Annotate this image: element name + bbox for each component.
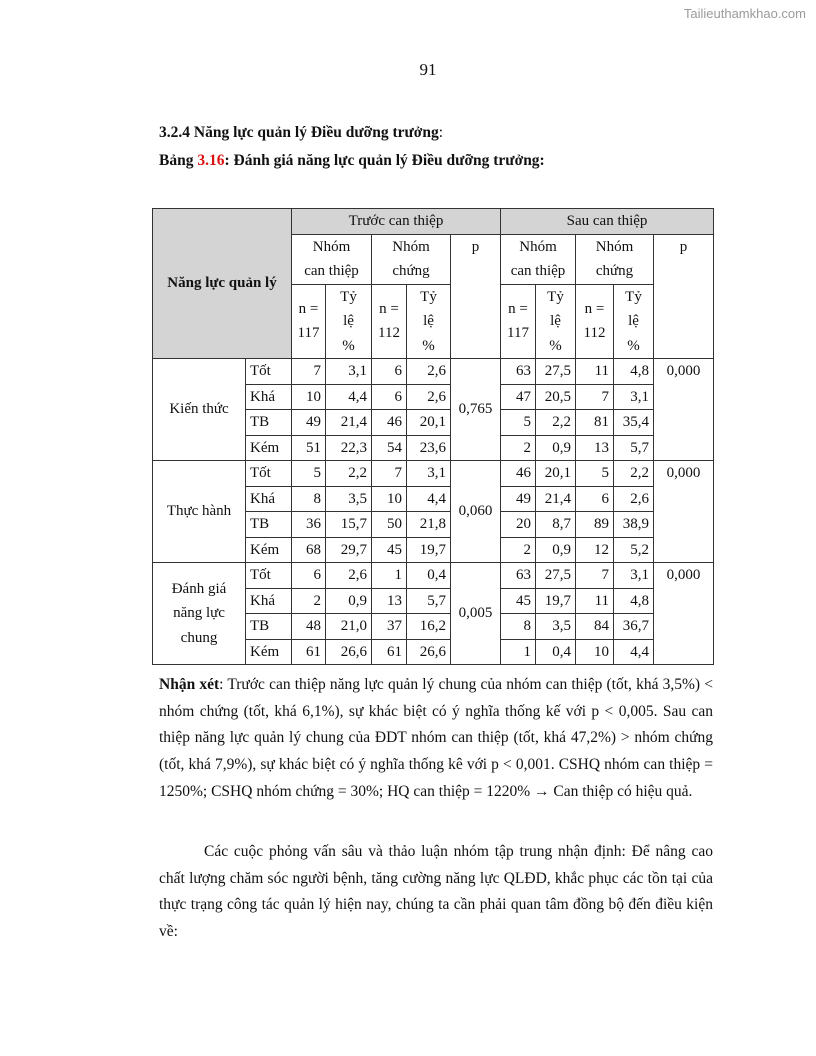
- value-cell: 6: [372, 384, 407, 410]
- value-cell: 54: [372, 435, 407, 461]
- value-cell: 3,1: [614, 384, 654, 410]
- value-cell: 10: [292, 384, 326, 410]
- value-cell: 0,9: [326, 588, 372, 614]
- value-cell: 7: [372, 461, 407, 487]
- level-cell: Khá: [246, 486, 292, 512]
- value-cell: 22,3: [326, 435, 372, 461]
- value-cell: 7: [292, 359, 326, 385]
- value-cell: 23,6: [407, 435, 451, 461]
- value-cell: 21,4: [536, 486, 576, 512]
- value-cell: 1: [372, 563, 407, 589]
- value-cell: 61: [372, 639, 407, 665]
- value-cell: 36,7: [614, 614, 654, 640]
- value-cell: 27,5: [536, 563, 576, 589]
- value-cell: 5: [501, 410, 536, 436]
- value-cell: 5: [576, 461, 614, 487]
- value-cell: 61: [292, 639, 326, 665]
- group-label: Đánh giá: [171, 580, 227, 597]
- value-cell: 1: [501, 639, 536, 665]
- pct-header: Tỷ lệ %: [614, 284, 654, 359]
- level-cell: Khá: [246, 588, 292, 614]
- level-cell: TB: [246, 512, 292, 538]
- value-cell: 21,8: [407, 512, 451, 538]
- pct-header: Tỷ lệ %: [536, 284, 576, 359]
- n-intervention-before: n = 117: [292, 284, 326, 359]
- value-cell: 2,6: [407, 359, 451, 385]
- value-cell: 3,1: [614, 563, 654, 589]
- value-cell: 5,7: [407, 588, 451, 614]
- value-cell: 2,2: [614, 461, 654, 487]
- pct-header: Tỷ lệ %: [326, 284, 372, 359]
- value-cell: 4,8: [614, 359, 654, 385]
- page-number: 91: [419, 60, 437, 79]
- p-value-after: 0,000: [654, 359, 714, 461]
- value-cell: 2: [292, 588, 326, 614]
- n-control-after: n = 112: [576, 284, 614, 359]
- management-competency-table: [152, 208, 714, 665]
- value-cell: 2,6: [326, 563, 372, 589]
- value-cell: 46: [501, 461, 536, 487]
- value-cell: 3,1: [326, 359, 372, 385]
- level-cell: Khá: [246, 384, 292, 410]
- row-header-cell: [153, 209, 292, 359]
- value-cell: 4,8: [614, 588, 654, 614]
- value-cell: 19,7: [536, 588, 576, 614]
- table-body: [153, 359, 714, 665]
- table-caption: [159, 152, 545, 170]
- p-value-before: 0,060: [451, 461, 501, 563]
- value-cell: 5: [292, 461, 326, 487]
- level-cell: TB: [246, 614, 292, 640]
- after-intervention-group-header: Nhóm can thiệp: [501, 234, 576, 284]
- value-cell: 7: [576, 563, 614, 589]
- before-intervention-group-header: Nhóm can thiệp: [292, 234, 372, 284]
- value-cell: 0,4: [536, 639, 576, 665]
- p-value-before: 0,765: [451, 359, 501, 461]
- group-label: chung: [180, 629, 218, 646]
- value-cell: 63: [501, 563, 536, 589]
- value-cell: 68: [292, 537, 326, 563]
- remark-paragraph: [159, 672, 713, 806]
- table-row: [153, 563, 714, 589]
- value-cell: 5,7: [614, 435, 654, 461]
- value-cell: 51: [292, 435, 326, 461]
- value-cell: 49: [501, 486, 536, 512]
- value-cell: 2,2: [326, 461, 372, 487]
- level-cell: Kém: [246, 435, 292, 461]
- section-heading-colon: :: [438, 124, 444, 141]
- p-value-after: 0,000: [654, 461, 714, 563]
- level-cell: Tốt: [246, 461, 292, 487]
- n-intervention-after: n = 117: [501, 284, 536, 359]
- value-cell: 10: [372, 486, 407, 512]
- value-cell: 63: [501, 359, 536, 385]
- value-cell: 8,7: [536, 512, 576, 538]
- value-cell: 35,4: [614, 410, 654, 436]
- level-cell: Tốt: [246, 563, 292, 589]
- n-control-before: n = 112: [372, 284, 407, 359]
- value-cell: 50: [372, 512, 407, 538]
- section-heading-text: 3.2.4 Năng lực quản lý Điều dưỡng trưởng: [159, 124, 439, 141]
- value-cell: 2,6: [614, 486, 654, 512]
- value-cell: 21,4: [326, 410, 372, 436]
- value-cell: 36: [292, 512, 326, 538]
- level-cell: Tốt: [246, 359, 292, 385]
- value-cell: 2,6: [407, 384, 451, 410]
- after-p-header: p: [654, 234, 714, 359]
- value-cell: 89: [576, 512, 614, 538]
- table-caption-number: 3.16: [197, 152, 225, 169]
- group-label: năng lực: [173, 605, 225, 622]
- value-cell: 46: [372, 410, 407, 436]
- value-cell: 0,4: [407, 563, 451, 589]
- value-cell: 45: [372, 537, 407, 563]
- table-caption-title: : Đánh giá năng lực quản lý Điều dưỡng trưởng:: [224, 152, 545, 169]
- p-value-before: 0,005: [451, 563, 501, 665]
- value-cell: 3,5: [536, 614, 576, 640]
- value-cell: 81: [576, 410, 614, 436]
- value-cell: 6: [576, 486, 614, 512]
- value-cell: 2: [501, 435, 536, 461]
- table-caption-prefix: Bảng: [159, 152, 198, 169]
- value-cell: 49: [292, 410, 326, 436]
- pct-header: Tỷ lệ %: [407, 284, 451, 359]
- group-label-cell: [153, 461, 246, 563]
- group-label-cell: [153, 563, 246, 665]
- value-cell: 4,4: [326, 384, 372, 410]
- group-label: Kiến thức: [169, 401, 229, 418]
- value-cell: 3,5: [326, 486, 372, 512]
- value-cell: 38,9: [614, 512, 654, 538]
- value-cell: 16,2: [407, 614, 451, 640]
- value-cell: 48: [292, 614, 326, 640]
- value-cell: 11: [576, 359, 614, 385]
- value-cell: 5,2: [614, 537, 654, 563]
- value-cell: 37: [372, 614, 407, 640]
- value-cell: 6: [372, 359, 407, 385]
- value-cell: 0,9: [536, 537, 576, 563]
- watermark: Tailieuthamkhao.com: [683, 6, 806, 21]
- level-cell: TB: [246, 410, 292, 436]
- value-cell: 84: [576, 614, 614, 640]
- value-cell: 2,2: [536, 410, 576, 436]
- value-cell: 15,7: [326, 512, 372, 538]
- value-cell: 4,4: [407, 486, 451, 512]
- value-cell: 29,7: [326, 537, 372, 563]
- value-cell: 19,7: [407, 537, 451, 563]
- body-paragraph: Các cuộc phỏng vấn sâu và thảo luận nhóm tập trung nhận định: Để nâng cao chất lượng chăm sóc người bệnh, tăng cường năng lực QLĐD, khắc phục các tồn tại của thực trạng công tác quản lý hiện nay, chúng ta cần phải quan tâm đồng bộ đến điều kiện về:: [159, 843, 713, 941]
- before-control-group-header: Nhóm chứng: [372, 234, 451, 284]
- group-label: Thực hành: [166, 503, 232, 520]
- value-cell: 26,6: [326, 639, 372, 665]
- value-cell: 21,0: [326, 614, 372, 640]
- value-cell: 11: [576, 588, 614, 614]
- value-cell: 10: [576, 639, 614, 665]
- value-cell: 27,5: [536, 359, 576, 385]
- after-intervention-header: Sau can thiệp: [501, 209, 714, 235]
- value-cell: 26,6: [407, 639, 451, 665]
- table-row: [153, 461, 714, 487]
- level-cell: Kém: [246, 537, 292, 563]
- value-cell: 8: [292, 486, 326, 512]
- group-label-cell: [153, 359, 246, 461]
- value-cell: 7: [576, 384, 614, 410]
- value-cell: 13: [576, 435, 614, 461]
- section-heading: [159, 124, 443, 142]
- value-cell: 13: [372, 588, 407, 614]
- before-p-header: p: [451, 234, 501, 359]
- value-cell: 47: [501, 384, 536, 410]
- value-cell: 8: [501, 614, 536, 640]
- remark-text: : Trước can thiệp năng lực quản lý chung của nhóm can thiệp (tốt, khá 3,5%) < nhóm chứng (tốt, khá 6,1%), sự khác biệt có ý nghĩa thống kế với p < 0,005. Sau can thiệp năng lực quản lý chung của ĐDT nhóm can thiệp (tốt, khá 47,2%) > nhóm chứng (tốt, khá 7,9%), sự khác biệt có ý nghĩa thống kê với p < 0,001. CSHQ nhóm can thiệp = 1250%; CSHQ nhóm chứng = 30%; HQ can thiệp = 1220% → Can thiệp có hiệu quả.: [159, 676, 713, 800]
- after-control-group-header: Nhóm chứng: [576, 234, 654, 284]
- value-cell: 3,1: [407, 461, 451, 487]
- value-cell: 20,5: [536, 384, 576, 410]
- p-value-after: 0,000: [654, 563, 714, 665]
- value-cell: 0,9: [536, 435, 576, 461]
- value-cell: 12: [576, 537, 614, 563]
- value-cell: 20,1: [536, 461, 576, 487]
- value-cell: 2: [501, 537, 536, 563]
- row-header-label: Năng lực quản lý: [167, 275, 277, 292]
- value-cell: 45: [501, 588, 536, 614]
- value-cell: 4,4: [614, 639, 654, 665]
- remark-label: Nhận xét: [159, 676, 220, 693]
- header-row-periods: [153, 209, 714, 235]
- value-cell: 6: [292, 563, 326, 589]
- table-row: [153, 359, 714, 385]
- before-intervention-header: Trước can thiệp: [292, 209, 501, 235]
- value-cell: 20: [501, 512, 536, 538]
- value-cell: 20,1: [407, 410, 451, 436]
- level-cell: Kém: [246, 639, 292, 665]
